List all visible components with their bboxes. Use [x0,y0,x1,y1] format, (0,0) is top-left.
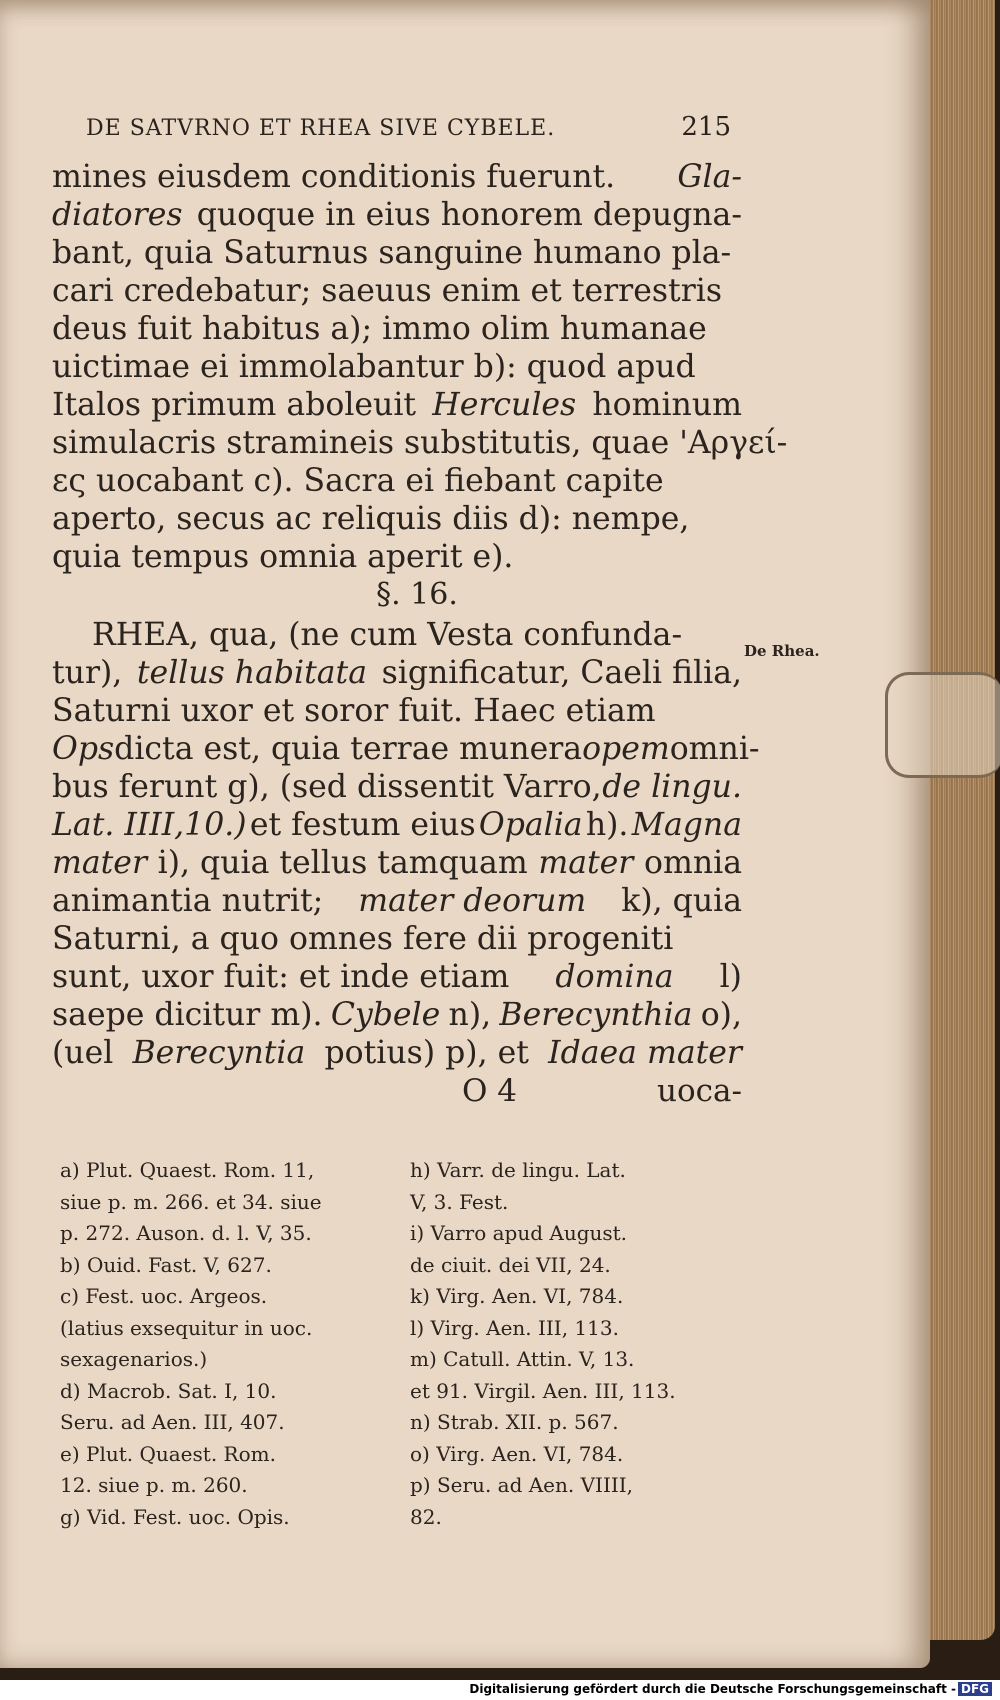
footnote: p. 272. Auson. d. l. V, 35. [60,1221,312,1245]
text-line: Saturni, a quo omnes fere dii progeniti [52,921,674,957]
text-line: mater i), quia tellus tamquam mater omnia [52,845,742,881]
text-line: deus fuit habitus a); immo olim humanae [52,311,707,347]
text-line: Lat. IIII,10.) et festum eius Opalia h). Magna [52,807,742,843]
text-line: quia tempus omnia aperit e). [52,539,514,575]
footnote: e) Plut. Quaest. Rom. [60,1441,276,1466]
footnote: m) Catull. Attin. V, 13. [410,1347,635,1371]
footnote: b) Ouid. Fast. V, 627. [60,1252,272,1277]
footnote: et 91. Virgil. Aen. III, 113. [410,1378,676,1403]
text-line: diatores quoque in eius honorem depugna- [52,197,742,233]
text-line: ες uocabant c). Sacra ei fiebant capite [52,463,664,499]
text-line: (uel Berecyntia potius) p), et Idaea mater [52,1035,742,1071]
footnote: i) Varro apud August. [410,1221,628,1245]
text-line: aperto, secus ac reliquis diis d): nempe, [52,501,690,537]
footnote: sexagenarios.) [60,1347,208,1371]
text-line: Saturni uxor et soror fuit. Haec etiam [52,693,656,729]
page-number: 215 [681,112,731,142]
footnote: Seru. ad Aen. III, 407. [60,1410,285,1434]
footnote: de ciuit. dei VII, 24. [410,1252,611,1277]
text-line: uictimae ei immolabantur b): quod apud [52,349,696,385]
section-heading: §. 16. [376,577,458,612]
marginal-note: De Rhea. [744,642,820,660]
text-line: cari credebatur; saeuus enim et terrestris [52,273,723,309]
text-line: simulacris stramineis substitutis, quae 'Αργεί- [52,425,788,461]
catchword: uoca- [657,1073,742,1109]
running-title: DE SATVRNO ET RHEA SIVE CYBELE. [86,116,556,141]
footnote: h) Varr. de lingu. Lat. [410,1158,626,1182]
footnote: n) Strab. XII. p. 567. [410,1410,619,1434]
text-line: sunt, uxor fuit: et inde etiam domina l) [52,959,742,995]
signature-mark: O 4 [462,1073,517,1109]
footnote: l) Virg. Aen. III, 113. [410,1315,619,1340]
signature-line [52,1072,742,1114]
text-line: tur), tellus habitata significatur, Caeli filia, [52,655,742,691]
footnote: (latius exsequitur in uoc. [60,1315,313,1340]
footnote: p) Seru. ad Aen. VIIII, [410,1473,634,1497]
text-line: RHEA, qua, (ne cum Vesta confunda- [92,617,683,653]
dfg-logo: DFG [958,1682,992,1696]
footnote: o) Virg. Aen. VI, 784. [410,1441,624,1466]
footnote: c) Fest. uoc. Argeos. [60,1284,268,1308]
page-header [86,112,731,142]
text-line: mines eiusdem conditionis fuerunt. Gla- [52,159,742,195]
credit-text: Digitalisierung gefördert durch die Deutsche Forschungsgemeinschaft - [469,1682,956,1696]
footnote: d) Macrob. Sat. I, 10. [60,1378,277,1403]
text-line: bus ferunt g), (sed dissentit Varro, de lingu. [52,769,742,805]
page-clip [885,672,1000,778]
footnote: k) Virg. Aen. VI, 784. [410,1284,624,1308]
text-line: saepe dicitur m). Cybele n), Berecynthia o), [52,997,742,1033]
page-edges [925,0,995,1640]
text-line: bant, quia Saturnus sanguine humano pla- [52,235,732,271]
footnotes-left [60,1155,400,1533]
text-line: animantia nutrit; mater deorum k), quia [52,883,742,919]
footnote: 12. siue p. m. 260. [60,1473,248,1497]
footnote: siue p. m. 266. et 34. siue [60,1189,322,1214]
digitization-credit [469,1682,992,1696]
footnote: 82. [410,1504,442,1529]
text-line: Italos primum aboleuit Hercules hominum [52,387,742,423]
footnotes [60,1155,750,1533]
footnotes-right [410,1155,750,1533]
footnote: g) Vid. Fest. uoc. Opis. [60,1504,290,1529]
footnote: V, 3. Fest. [410,1189,509,1214]
text-line: Ops dicta est, quia terrae munera opem omni- [52,731,760,767]
footnote: a) Plut. Quaest. Rom. 11, [60,1158,315,1182]
